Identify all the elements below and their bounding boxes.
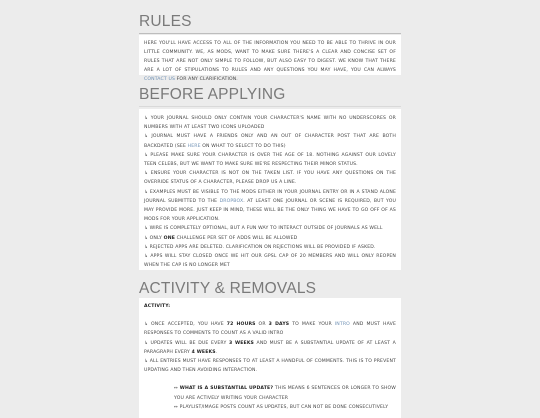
activity-rule-intro (144, 320, 396, 338)
rules-intro-tail: FOR ANY CLARIFICATION. (175, 76, 238, 82)
apply-rule-text: ↳ JOURNAL MUST HAVE A FRIENDS ONLY AND AN OUT OF CHARACTER POST THAT ARE BOTH BACKDATED (SEE (144, 134, 396, 149)
apply-rule-wire: ↳ WIRE IS COMPLETELY OPTIONAL, BUT A FUN WAY TO INTERACT OUTSIDE OF JOURNALS AS WELL (144, 226, 383, 232)
activity-sub-substantial (144, 384, 396, 402)
activity-emphasis: 3 DAYS (268, 322, 290, 328)
activity-heading: ACTIVITY & REMOVALS (139, 280, 317, 297)
apply-rule-backdated-posts (144, 132, 396, 150)
apply-rule-examples (144, 188, 396, 225)
backdate-help-link[interactable]: HERE (187, 143, 201, 149)
before-applying-heading: BEFORE APPLYING (139, 86, 286, 103)
before-applying-panel (139, 109, 401, 270)
apply-rule-text: ↳ ONLY (144, 235, 164, 241)
before-applying-divider (139, 106, 401, 107)
activity-sub-text: ↔ (174, 386, 180, 392)
rules-heading: RULES (139, 13, 192, 30)
apply-rule-age: ↳ PLEASE MAKE SURE YOUR CHARACTER IS OVER THE AGE OF 18. NOTHING AGAINST OUR LOVELY TEEN CELEBS, BUT WE WANT TO MAKE SURE WE'RE RESPECTING THEIR MINOR STATUS. (144, 152, 396, 168)
activity-rule-responses: ↳ ALL ENTRIES MUST HAVE RESPONSES TO AT LEAST A HANDFUL OF COMMENTS. THIS IS TO PREVENT UPDATING AND THEN AVOIDING INTERACTION. (144, 359, 396, 374)
activity-rule-text: ↳ UPDATES WILL BE DUE EVERY (144, 340, 229, 346)
intro-link[interactable]: INTRO (334, 322, 350, 328)
rules-intro (144, 40, 396, 85)
dropbox-link[interactable]: DROPBOX (219, 198, 244, 204)
apply-rule-rejections: ↳ REJECTED APPS ARE DELETED. CLARIFICATION ON REJECTIONS WILL BE PROVIDED IF ASKED. (144, 244, 376, 250)
activity-rule-updates (144, 339, 396, 357)
activity-rule-text: AND MUST BE A SUBSTANTIAL UPDATE OF AT LEAST A PARAGRAPH EVERY (144, 340, 396, 355)
activity-emphasis: 72 HOURS (226, 322, 256, 328)
apply-rule-cap: ↳ APPS WILL STAY CLOSED ONCE WE HIT OUR GPSL CAP OF 20 MEMBERS AND WILL ONLY REOPEN WHEN THE CAP IS NO LONGER MET (144, 254, 396, 269)
apply-rule-journal-name: ↳ YOUR JOURNAL SHOULD ONLY CONTAIN YOUR CHARACTER'S NAME WITH NO UNDERSCORES OR NUMBERS WITH AT LEAST TWO ICONS UPLOADED (144, 116, 396, 131)
apply-rule-text: . AT LEAST ONE JOURNAL OR SCENE IS REQUIRED, BUT YOU MAY PROVIDE MORE. JUST KEEP IN MIND, THESE WILL BE THE ONLY THING WE HAVE TO GO OFF OF AS MODS FOR YOUR APPLICATION. (144, 198, 396, 223)
activity-sub-playlist: ↔ PLAYLIST/IMAGE POSTS COUNT AS UPDATES, BUT CAN NOT BE DONE CONSECUTIVELY (174, 404, 389, 410)
rules-panel (139, 35, 401, 82)
activity-emphasis: WHAT IS A SUBSTANTIAL UPDATE? (179, 386, 274, 392)
apply-rule-text: CHALLENGE PER SET OF ADDS WILL BE ALLOWED (174, 235, 298, 241)
rules-divider (139, 33, 401, 34)
activity-emphasis: 4 WEEKS (191, 349, 216, 355)
contact-us-link[interactable]: CONTACT US (144, 76, 176, 82)
activity-label: ACTIVITY: (144, 304, 171, 309)
apply-rule-emphasis: ONE (163, 235, 175, 241)
activity-rule-text: . (215, 349, 218, 355)
activity-rule-text: OR (255, 322, 269, 328)
activity-sub-text: THIS MEANS 6 SENTENCES OR LONGER TO SHOW YOU ARE ACTIVELY WRITING YOUR CHARACTER (174, 386, 397, 401)
apply-rule-text: ↳ EXAMPLES MUST BE VISIBLE TO THE MODS EITHER IN YOUR JOURNAL ENTRY OR IN A STAND ALONE JOURNAL SUBMITTED TO THE (144, 189, 396, 204)
apply-rule-taken-list: ↳ ENSURE YOUR CHARACTER IS NOT ON THE TAKEN LIST. IF YOU HAVE ANY QUESTIONS ON THE OVERRIDE STATUS OF A CHARACTER, PLEASE DROP US A LINE. (144, 171, 396, 186)
activity-rule-text: AND MUST HAVE RESPONSES TO COMMENTS TO COUNT AS A VALID INTRO (144, 322, 397, 337)
apply-rule-challenge (144, 234, 396, 243)
activity-rule-text: ↳ ONCE ACCEPTED, YOU HAVE (144, 322, 227, 328)
activity-panel (139, 298, 401, 418)
rules-intro-text: HERE YOU'LL HAVE ACCESS TO ALL OF THE INFORMATION YOU NEED TO BE ABLE TO THRIVE IN OUR LITTLE COMMUNITY. WE, AS MODS, WANT TO MAKE SURE THERE'S A CLEAR AND CONCISE SET OF RULES THAT ARE NOT ONLY SIMPLE TO FOLLOW, BUT ALSO EASY TO DIGEST. WE KNOW THAT THERE ARE A LOT OF STIPULATIONS TO RULES AND ANY QUESTIONS YOU MAY HAVE, YOU CAN ALWAYS (144, 41, 396, 73)
activity-emphasis: 3 WEEKS (228, 340, 254, 346)
activity-rule-text: TO MAKE YOUR (289, 322, 335, 328)
apply-rule-text: ON WHAT TO SELECT TO DO THIS) (200, 143, 286, 149)
